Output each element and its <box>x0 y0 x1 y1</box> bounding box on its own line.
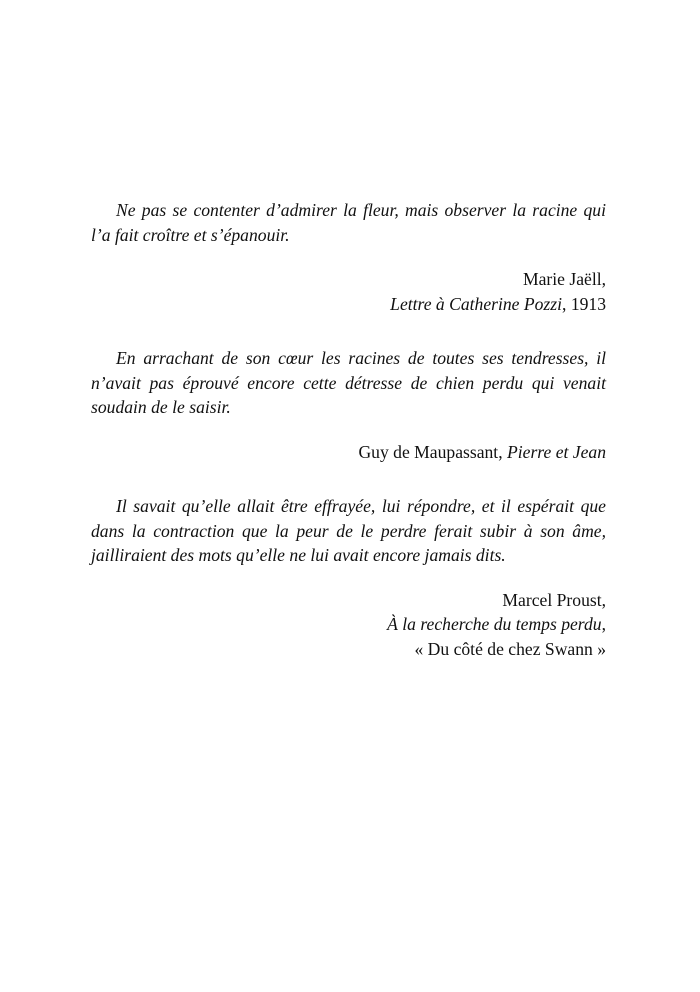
quote-text: Il savait qu’elle allait être effrayée, lui répondre, et il espérait que dans la contraction que la peur de le perdre ferait subir à son âme, jailliraient des mots qu’elle ne lui avait encore jamais dits. <box>91 496 606 565</box>
epigraph-block <box>91 346 606 464</box>
attribution <box>91 267 606 316</box>
work-year: , 1913 <box>562 293 606 314</box>
work-line <box>91 292 606 317</box>
section-title: « Du côté de chez Swann » <box>414 638 606 659</box>
work-title: À la recherche du temps perdu <box>387 614 602 634</box>
author-name: Marcel Proust, <box>502 589 606 610</box>
attribution <box>91 588 606 662</box>
epigraph-block <box>91 198 606 316</box>
epigraph-block <box>91 494 606 661</box>
author-line <box>91 440 606 465</box>
epigraph-page <box>91 198 606 661</box>
work-title: Lettre à Catherine Pozzi <box>390 293 563 314</box>
quote-text: Ne pas se contenter d’admirer la fleur, mais observer la racine qui l’a fait croître et s’épanouir. <box>91 200 606 245</box>
author-name: Marie Jaëll, <box>522 269 606 289</box>
quote-text: En arrachant de son cœur les racines de toutes ses tendresses, il n’avait pas éprouvé encore cette détresse de chien perdu qui venait soudain de le saisir. <box>91 348 606 417</box>
work-line <box>91 612 606 637</box>
attribution <box>91 440 606 465</box>
work-title: Pierre et Jean <box>507 441 606 462</box>
author-name: Guy de Maupassant, <box>358 441 507 462</box>
work-suffix: , <box>601 614 606 634</box>
